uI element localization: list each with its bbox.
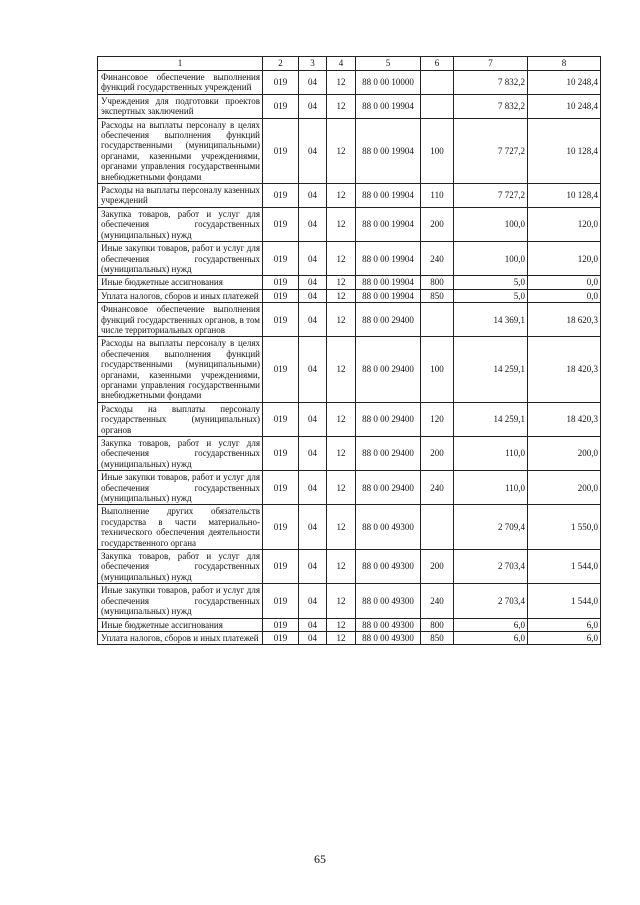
table-row bbox=[98, 631, 601, 644]
section-cell: 04 bbox=[299, 242, 327, 276]
table-row bbox=[98, 471, 601, 505]
header-cell: 6 bbox=[421, 57, 454, 71]
header-cell: 8 bbox=[528, 57, 601, 71]
section-cell: 04 bbox=[299, 584, 327, 618]
target-article-cell: 88 0 00 49300 bbox=[356, 584, 421, 618]
expense-type-cell: 240 bbox=[421, 242, 454, 276]
ministry-code-cell: 019 bbox=[263, 303, 299, 337]
header-cell: 4 bbox=[327, 57, 356, 71]
header-cell: 1 bbox=[98, 57, 263, 71]
expense-type-cell: 120 bbox=[421, 402, 454, 436]
amount-year2-cell: 1 544,0 bbox=[528, 550, 601, 584]
expense-type-cell: 240 bbox=[421, 584, 454, 618]
subsection-cell: 12 bbox=[327, 618, 356, 631]
subsection-cell: 12 bbox=[327, 94, 356, 118]
subsection-cell: 12 bbox=[327, 437, 356, 471]
expense-type-cell: 800 bbox=[421, 276, 454, 289]
subsection-cell: 12 bbox=[327, 242, 356, 276]
expense-type-cell: 200 bbox=[421, 437, 454, 471]
subsection-cell: 12 bbox=[327, 184, 356, 208]
table-row bbox=[98, 242, 601, 276]
ministry-code-cell: 019 bbox=[263, 71, 299, 95]
subsection-cell: 12 bbox=[327, 471, 356, 505]
target-article-cell: 88 0 00 49300 bbox=[356, 550, 421, 584]
ministry-code-cell: 019 bbox=[263, 471, 299, 505]
table-row bbox=[98, 94, 601, 118]
amount-year2-cell: 6,0 bbox=[528, 631, 601, 644]
amount-year2-cell: 120,0 bbox=[528, 242, 601, 276]
row-name-cell: Расходы на выплаты персоналу казенных учреждений bbox=[98, 184, 263, 208]
row-name-cell: Иные закупки товаров, работ и услуг для обеспечения государственных (муниципальных) нужд bbox=[98, 471, 263, 505]
amount-year1-cell: 5,0 bbox=[454, 289, 528, 302]
section-cell: 04 bbox=[299, 184, 327, 208]
expense-type-cell bbox=[421, 303, 454, 337]
ministry-code-cell: 019 bbox=[263, 505, 299, 550]
amount-year1-cell: 110,0 bbox=[454, 437, 528, 471]
target-article-cell: 88 0 00 19904 bbox=[356, 276, 421, 289]
amount-year2-cell: 0,0 bbox=[528, 276, 601, 289]
table-row bbox=[98, 618, 601, 631]
row-name-cell: Расходы на выплаты персоналу в целях обеспечения выполнения функций государственными (муниципальными) органами, казенными учреждениями, органами управления государственными внебюджетными фондами bbox=[98, 337, 263, 402]
amount-year2-cell: 10 248,4 bbox=[528, 71, 601, 95]
table-row bbox=[98, 207, 601, 241]
expense-type-cell: 110 bbox=[421, 184, 454, 208]
section-cell: 04 bbox=[299, 94, 327, 118]
ministry-code-cell: 019 bbox=[263, 94, 299, 118]
subsection-cell: 12 bbox=[327, 118, 356, 183]
ministry-code-cell: 019 bbox=[263, 207, 299, 241]
subsection-cell: 12 bbox=[327, 276, 356, 289]
row-name-cell: Закупка товаров, работ и услуг для обеспечения государственных (муниципальных) нужд bbox=[98, 207, 263, 241]
section-cell: 04 bbox=[299, 289, 327, 302]
amount-year1-cell: 14 259,1 bbox=[454, 337, 528, 402]
expense-type-cell: 850 bbox=[421, 631, 454, 644]
header-cell: 2 bbox=[263, 57, 299, 71]
ministry-code-cell: 019 bbox=[263, 550, 299, 584]
amount-year1-cell: 5,0 bbox=[454, 276, 528, 289]
target-article-cell: 88 0 00 29400 bbox=[356, 437, 421, 471]
row-name-cell: Выполнение других обязательств государства в части материально-технического обеспечения деятельности государственного органа bbox=[98, 505, 263, 550]
section-cell: 04 bbox=[299, 505, 327, 550]
section-cell: 04 bbox=[299, 207, 327, 241]
section-cell: 04 bbox=[299, 71, 327, 95]
row-name-cell: Уплата налогов, сборов и иных платежей bbox=[98, 631, 263, 644]
row-name-cell: Расходы на выплаты персоналу в целях обеспечения выполнения функций государственными (муниципальными) органами, казенными учреждениями, органами управления государственными внебюджетными фондами bbox=[98, 118, 263, 183]
amount-year1-cell: 2 703,4 bbox=[454, 550, 528, 584]
table-row bbox=[98, 337, 601, 402]
ministry-code-cell: 019 bbox=[263, 118, 299, 183]
header-cell: 5 bbox=[356, 57, 421, 71]
expense-type-cell: 800 bbox=[421, 618, 454, 631]
row-name-cell: Учреждения для подготовки проектов экспертных заключений bbox=[98, 94, 263, 118]
amount-year2-cell: 0,0 bbox=[528, 289, 601, 302]
ministry-code-cell: 019 bbox=[263, 631, 299, 644]
amount-year2-cell: 18 420,3 bbox=[528, 337, 601, 402]
amount-year2-cell: 6,0 bbox=[528, 618, 601, 631]
amount-year2-cell: 200,0 bbox=[528, 471, 601, 505]
amount-year1-cell: 2 709,4 bbox=[454, 505, 528, 550]
amount-year2-cell: 18 620,3 bbox=[528, 303, 601, 337]
subsection-cell: 12 bbox=[327, 207, 356, 241]
amount-year2-cell: 18 420,3 bbox=[528, 402, 601, 436]
table-row bbox=[98, 118, 601, 183]
ministry-code-cell: 019 bbox=[263, 618, 299, 631]
ministry-code-cell: 019 bbox=[263, 402, 299, 436]
section-cell: 04 bbox=[299, 337, 327, 402]
section-cell: 04 bbox=[299, 618, 327, 631]
amount-year1-cell: 6,0 bbox=[454, 631, 528, 644]
section-cell: 04 bbox=[299, 437, 327, 471]
expense-type-cell bbox=[421, 71, 454, 95]
table-row bbox=[98, 505, 601, 550]
amount-year1-cell: 100,0 bbox=[454, 242, 528, 276]
ministry-code-cell: 019 bbox=[263, 584, 299, 618]
amount-year2-cell: 120,0 bbox=[528, 207, 601, 241]
table-row bbox=[98, 276, 601, 289]
ministry-code-cell: 019 bbox=[263, 289, 299, 302]
amount-year2-cell: 10 128,4 bbox=[528, 184, 601, 208]
row-name-cell: Закупка товаров, работ и услуг для обеспечения государственных (муниципальных) нужд bbox=[98, 550, 263, 584]
section-cell: 04 bbox=[299, 276, 327, 289]
row-name-cell: Уплата налогов, сборов и иных платежей bbox=[98, 289, 263, 302]
budget-table bbox=[97, 56, 601, 645]
amount-year1-cell: 7 727,2 bbox=[454, 118, 528, 183]
target-article-cell: 88 0 00 19904 bbox=[356, 207, 421, 241]
amount-year1-cell: 7 832,2 bbox=[454, 71, 528, 95]
amount-year2-cell: 10 128,4 bbox=[528, 118, 601, 183]
ministry-code-cell: 019 bbox=[263, 242, 299, 276]
row-name-cell: Иные закупки товаров, работ и услуг для обеспечения государственных (муниципальных) нужд bbox=[98, 584, 263, 618]
amount-year1-cell: 110,0 bbox=[454, 471, 528, 505]
row-name-cell: Закупка товаров, работ и услуг для обеспечения государственных (муниципальных) нужд bbox=[98, 437, 263, 471]
subsection-cell: 12 bbox=[327, 402, 356, 436]
row-name-cell: Иные бюджетные ассигнования bbox=[98, 276, 263, 289]
target-article-cell: 88 0 00 19904 bbox=[356, 289, 421, 302]
section-cell: 04 bbox=[299, 471, 327, 505]
table-row bbox=[98, 584, 601, 618]
subsection-cell: 12 bbox=[327, 289, 356, 302]
amount-year2-cell: 200,0 bbox=[528, 437, 601, 471]
amount-year2-cell: 1 544,0 bbox=[528, 584, 601, 618]
expense-type-cell: 100 bbox=[421, 337, 454, 402]
subsection-cell: 12 bbox=[327, 584, 356, 618]
amount-year1-cell: 7 832,2 bbox=[454, 94, 528, 118]
expense-type-cell: 100 bbox=[421, 118, 454, 183]
table-row bbox=[98, 184, 601, 208]
subsection-cell: 12 bbox=[327, 303, 356, 337]
ministry-code-cell: 019 bbox=[263, 276, 299, 289]
ministry-code-cell: 019 bbox=[263, 184, 299, 208]
section-cell: 04 bbox=[299, 402, 327, 436]
subsection-cell: 12 bbox=[327, 550, 356, 584]
table-row bbox=[98, 71, 601, 95]
target-article-cell: 88 0 00 49300 bbox=[356, 631, 421, 644]
target-article-cell: 88 0 00 29400 bbox=[356, 402, 421, 436]
row-name-cell: Финансовое обеспечение выполнения функций государственных органов, в том числе территориальных органов bbox=[98, 303, 263, 337]
subsection-cell: 12 bbox=[327, 337, 356, 402]
expense-type-cell: 200 bbox=[421, 550, 454, 584]
expense-type-cell: 240 bbox=[421, 471, 454, 505]
table-row bbox=[98, 303, 601, 337]
expense-type-cell: 200 bbox=[421, 207, 454, 241]
subsection-cell: 12 bbox=[327, 505, 356, 550]
target-article-cell: 88 0 00 19904 bbox=[356, 184, 421, 208]
amount-year2-cell: 10 248,4 bbox=[528, 94, 601, 118]
row-name-cell: Иные закупки товаров, работ и услуг для обеспечения государственных (муниципальных) нужд bbox=[98, 242, 263, 276]
header-row bbox=[98, 57, 601, 71]
target-article-cell: 88 0 00 49300 bbox=[356, 618, 421, 631]
section-cell: 04 bbox=[299, 550, 327, 584]
row-name-cell: Иные бюджетные ассигнования bbox=[98, 618, 263, 631]
amount-year1-cell: 14 259,1 bbox=[454, 402, 528, 436]
section-cell: 04 bbox=[299, 118, 327, 183]
target-article-cell: 88 0 00 19904 bbox=[356, 94, 421, 118]
row-name-cell: Финансовое обеспечение выполнения функций государственных учреждений bbox=[98, 71, 263, 95]
header-cell: 7 bbox=[454, 57, 528, 71]
header-cell: 3 bbox=[299, 57, 327, 71]
table-row bbox=[98, 402, 601, 436]
page-number: 65 bbox=[314, 852, 326, 866]
expense-type-cell bbox=[421, 94, 454, 118]
ministry-code-cell: 019 bbox=[263, 337, 299, 402]
target-article-cell: 88 0 00 19904 bbox=[356, 118, 421, 183]
subsection-cell: 12 bbox=[327, 631, 356, 644]
amount-year1-cell: 7 727,2 bbox=[454, 184, 528, 208]
target-article-cell: 88 0 00 29400 bbox=[356, 337, 421, 402]
subsection-cell: 12 bbox=[327, 71, 356, 95]
target-article-cell: 88 0 00 10000 bbox=[356, 71, 421, 95]
target-article-cell: 88 0 00 29400 bbox=[356, 471, 421, 505]
target-article-cell: 88 0 00 19904 bbox=[356, 242, 421, 276]
section-cell: 04 bbox=[299, 631, 327, 644]
amount-year2-cell: 1 550,0 bbox=[528, 505, 601, 550]
amount-year1-cell: 100,0 bbox=[454, 207, 528, 241]
expense-type-cell bbox=[421, 505, 454, 550]
expense-type-cell: 850 bbox=[421, 289, 454, 302]
ministry-code-cell: 019 bbox=[263, 437, 299, 471]
amount-year1-cell: 6,0 bbox=[454, 618, 528, 631]
target-article-cell: 88 0 00 29400 bbox=[356, 303, 421, 337]
table-row bbox=[98, 550, 601, 584]
amount-year1-cell: 2 703,4 bbox=[454, 584, 528, 618]
table-row bbox=[98, 437, 601, 471]
section-cell: 04 bbox=[299, 303, 327, 337]
amount-year1-cell: 14 369,1 bbox=[454, 303, 528, 337]
target-article-cell: 88 0 00 49300 bbox=[356, 505, 421, 550]
table-row bbox=[98, 289, 601, 302]
row-name-cell: Расходы на выплаты персоналу государственных (муниципальных) органов bbox=[98, 402, 263, 436]
